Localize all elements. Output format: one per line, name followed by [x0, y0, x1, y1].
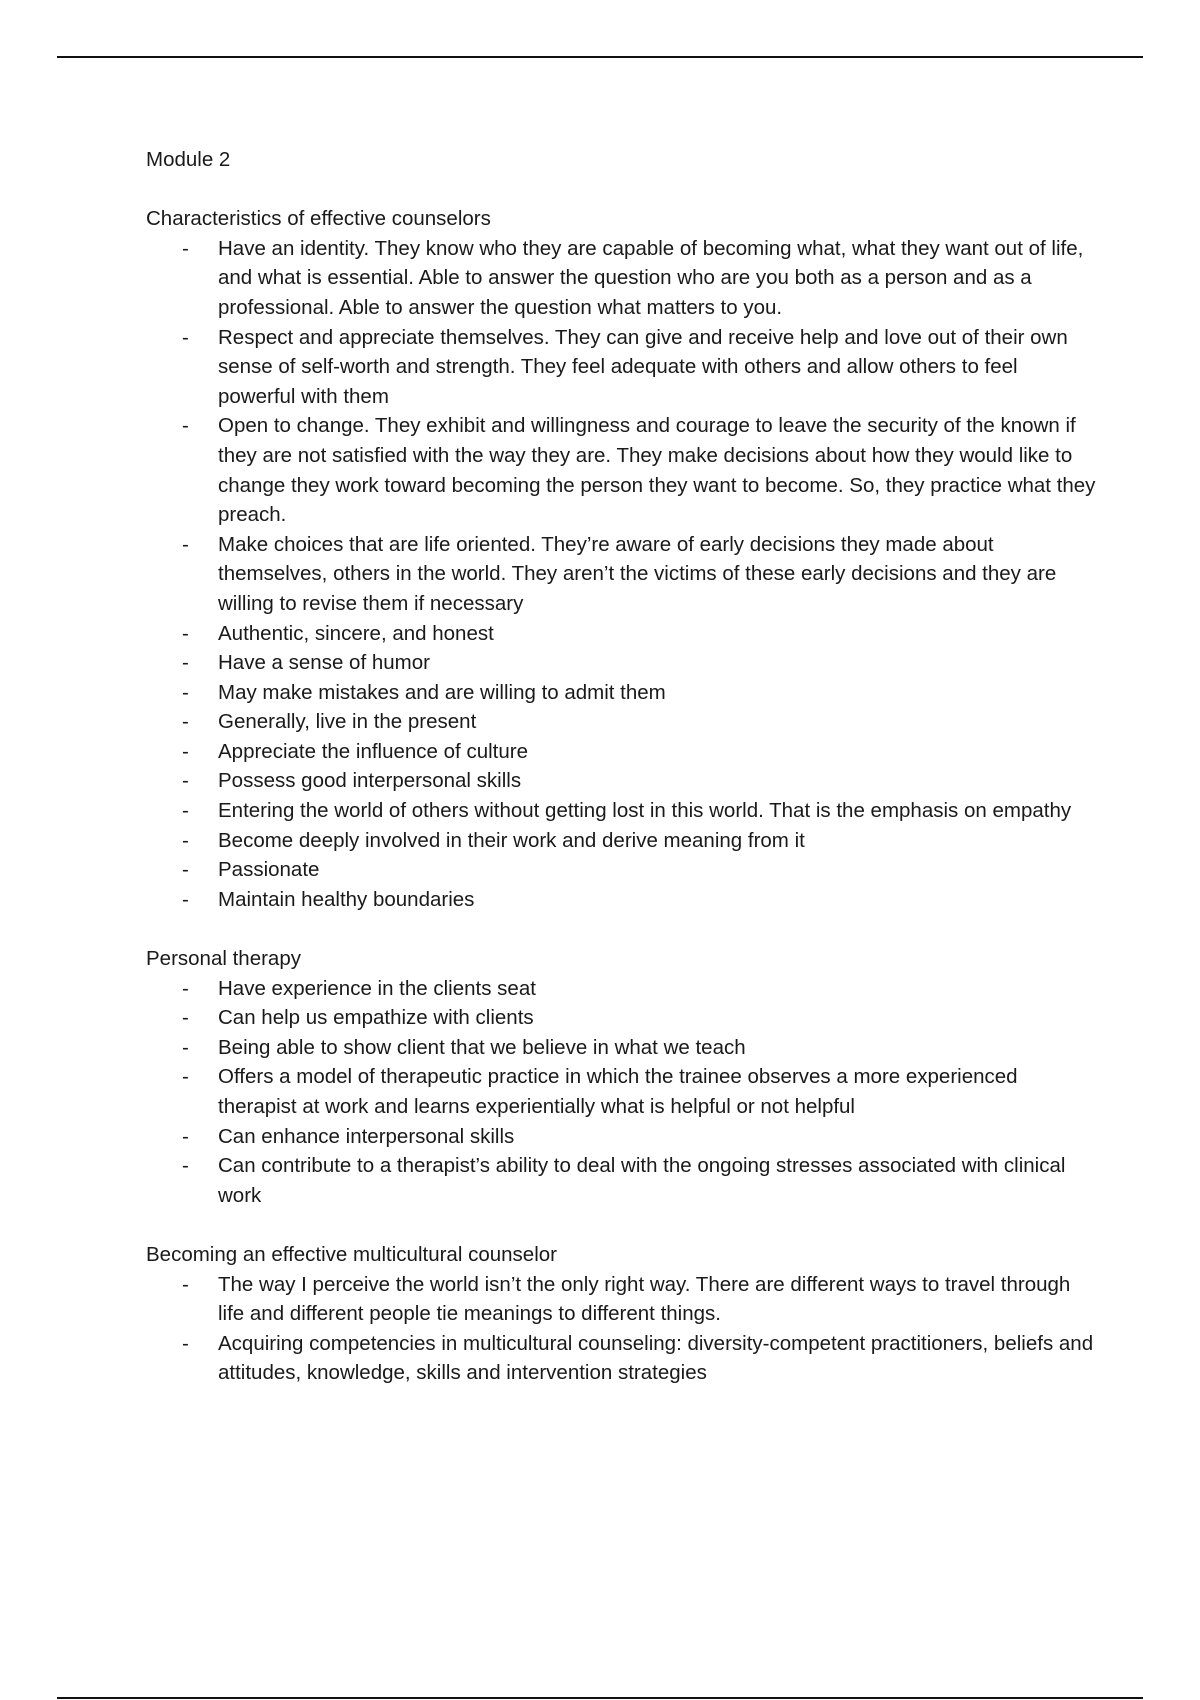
list-item: - Offers a model of therapeutic practice in which the trainee observes a more experienced therapist at work and learns experientially what is helpful or not helpful	[218, 1062, 1096, 1121]
bullet-list	[146, 234, 1096, 915]
list-item: - Authentic, sincere, and honest	[218, 619, 1096, 649]
spacer	[146, 175, 1096, 205]
list-item: - Can contribute to a therapist’s ability to deal with the ongoing stresses associated with clinical work	[218, 1151, 1096, 1210]
list-item: - Can enhance interpersonal skills	[218, 1122, 1096, 1152]
list-item: - Have a sense of humor	[218, 648, 1096, 678]
list-item: - The way I perceive the world isn’t the only right way. There are different ways to travel through life and different people tie meanings to different things.	[218, 1270, 1096, 1329]
list-item: - Open to change. They exhibit and willingness and courage to leave the security of the known if they are not satisfied with the way they are. They make decisions about how they would like to change they work toward becoming the person they want to become. So, they practice what they preach.	[218, 411, 1096, 529]
section-multicultural-counselor	[146, 1240, 1096, 1388]
list-item: - Maintain healthy boundaries	[218, 885, 1096, 915]
list-item: - Possess good interpersonal skills	[218, 766, 1096, 796]
list-item: - Generally, live in the present	[218, 707, 1096, 737]
list-item: - Passionate	[218, 855, 1096, 885]
list-item: - Acquiring competencies in multicultural counseling: diversity-competent practitioners, beliefs and attitudes, knowledge, skills and intervention strategies	[218, 1329, 1096, 1388]
list-item: - Become deeply involved in their work and derive meaning from it	[218, 826, 1096, 856]
footer-rule	[57, 1697, 1143, 1699]
list-item: - Make choices that are life oriented. They’re aware of early decisions they made about themselves, others in the world. They aren’t the victims of these early decisions and they are willing to revise them if necessary	[218, 530, 1096, 619]
document-body	[146, 145, 1096, 1388]
section-heading: Characteristics of effective counselors	[146, 207, 491, 231]
list-item: - Can help us empathize with clients	[218, 1003, 1096, 1033]
list-item: - Being able to show client that we believe in what we teach	[218, 1033, 1096, 1063]
list-item: - Have experience in the clients seat	[218, 974, 1096, 1004]
list-item: - Entering the world of others without getting lost in this world. That is the emphasis on empathy	[218, 796, 1096, 826]
list-item: - Respect and appreciate themselves. They can give and receive help and love out of their own sense of self-worth and strength. They feel adequate with others and allow others to feel powerful with them	[218, 323, 1096, 412]
bullet-list	[146, 1270, 1096, 1388]
header-rule	[57, 56, 1143, 58]
spacer	[146, 1210, 1096, 1240]
document-title: Module 2	[146, 148, 231, 171]
section-personal-therapy	[146, 944, 1096, 1210]
bullet-list	[146, 974, 1096, 1211]
section-heading: Personal therapy	[146, 947, 301, 971]
section-characteristics	[146, 204, 1096, 914]
list-item: - Have an identity. They know who they are capable of becoming what, what they want out of life, and what is essential. Able to answer the question who are you both as a person and as a professional. Able to answer the question what matters to you.	[218, 234, 1096, 323]
section-heading: Becoming an effective multicultural counselor	[146, 1242, 557, 1266]
list-item: - Appreciate the influence of culture	[218, 737, 1096, 767]
spacer	[146, 914, 1096, 944]
list-item: - May make mistakes and are willing to admit them	[218, 678, 1096, 708]
